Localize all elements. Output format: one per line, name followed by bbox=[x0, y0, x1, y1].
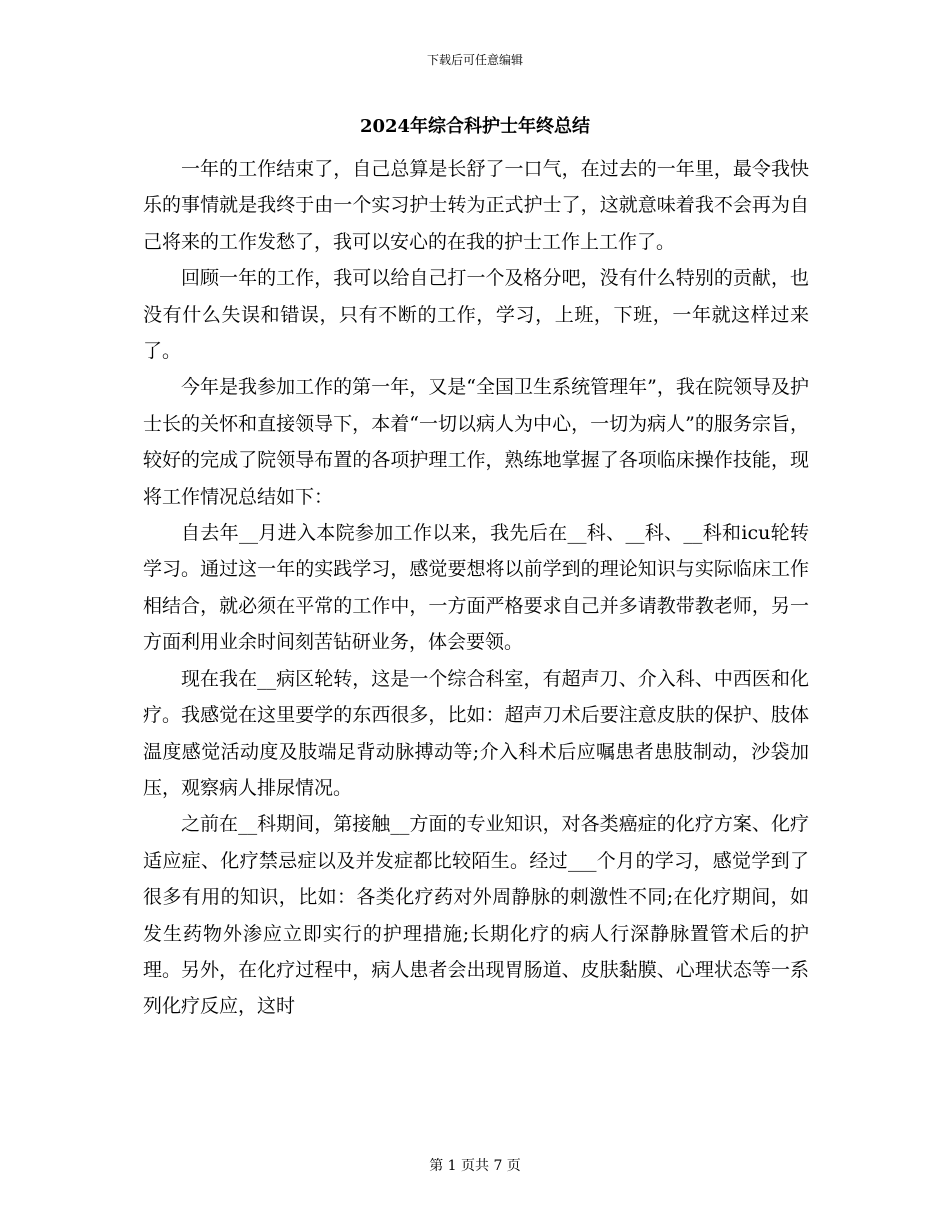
document-body bbox=[143, 151, 809, 1025]
paragraph: 今年是我参加工作的第一年，又是“全国卫生系统管理年”，我在院领导及护士长的关怀和直接领导下，本着“一切以病人为中心，一切为病人”的服务宗旨，较好的完成了院领导布置的各项护理工作，熟练地掌握了各项临床操作技能，现将工作情况总结如下： bbox=[143, 376, 809, 508]
page-header: 下载后可任意编辑 bbox=[426, 53, 523, 67]
paragraph: 之前在__科期间，第接触__方面的专业知识，对各类癌症的化疗方案、化疗适应症、化疗禁忌症以及并发症都比较陌生。经过___个月的学习，感觉学到了很多有用的知识，比如：各类化疗药对外周静脉的刺激性不同;在化疗期间，如发生药物外渗应立即实行的护理措施;长期化疗的病人行深静脉置管术后的护理。另外，在化疗过程中，病人患者会出现胃肠道、皮肤黏膜、心理状态等一系列化疗反应，这时 bbox=[143, 813, 809, 1018]
paragraph: 回顾一年的工作，我可以给自己打一个及格分吧，没有什么特别的贡献，也没有什么失误和错误，只有不断的工作，学习，上班，下班，一年就这样过来了。 bbox=[143, 267, 809, 363]
paragraph: 自去年__月进入本院参加工作以来，我先后在__科、__科、__科和icu轮转学习。通过这一年的实践学习，感觉要想将以前学到的理论知识与实际临床工作相结合，就必须在平常的工作中，一方面严格要求自己并多请教带教老师，另一方面利用业余时间刻苦钻研业务，体会要领。 bbox=[143, 522, 809, 654]
paragraph: 现在我在__病区轮转，这是一个综合科室，有超声刀、介入科、中西医和化疗。我感觉在这里要学的东西很多，比如：超声刀术后要注意皮肤的保护、肢体温度感觉活动度及肢端足背动脉搏动等;介入科术后应嘱患者患肢制动，沙袋加压，观察病人排尿情况。 bbox=[143, 667, 809, 799]
document-title: 2024年综合科护士年终总结 bbox=[359, 116, 591, 137]
paragraph: 一年的工作结束了，自己总算是长舒了一口气，在过去的一年里，最令我快乐的事情就是我终于由一个实习护士转为正式护士了，这就意味着我不会再为自己将来的工作发愁了，我可以安心的在我的护士工作上工作了。 bbox=[143, 158, 809, 253]
page-footer: 第 1 页共 7 页 bbox=[429, 1158, 521, 1174]
